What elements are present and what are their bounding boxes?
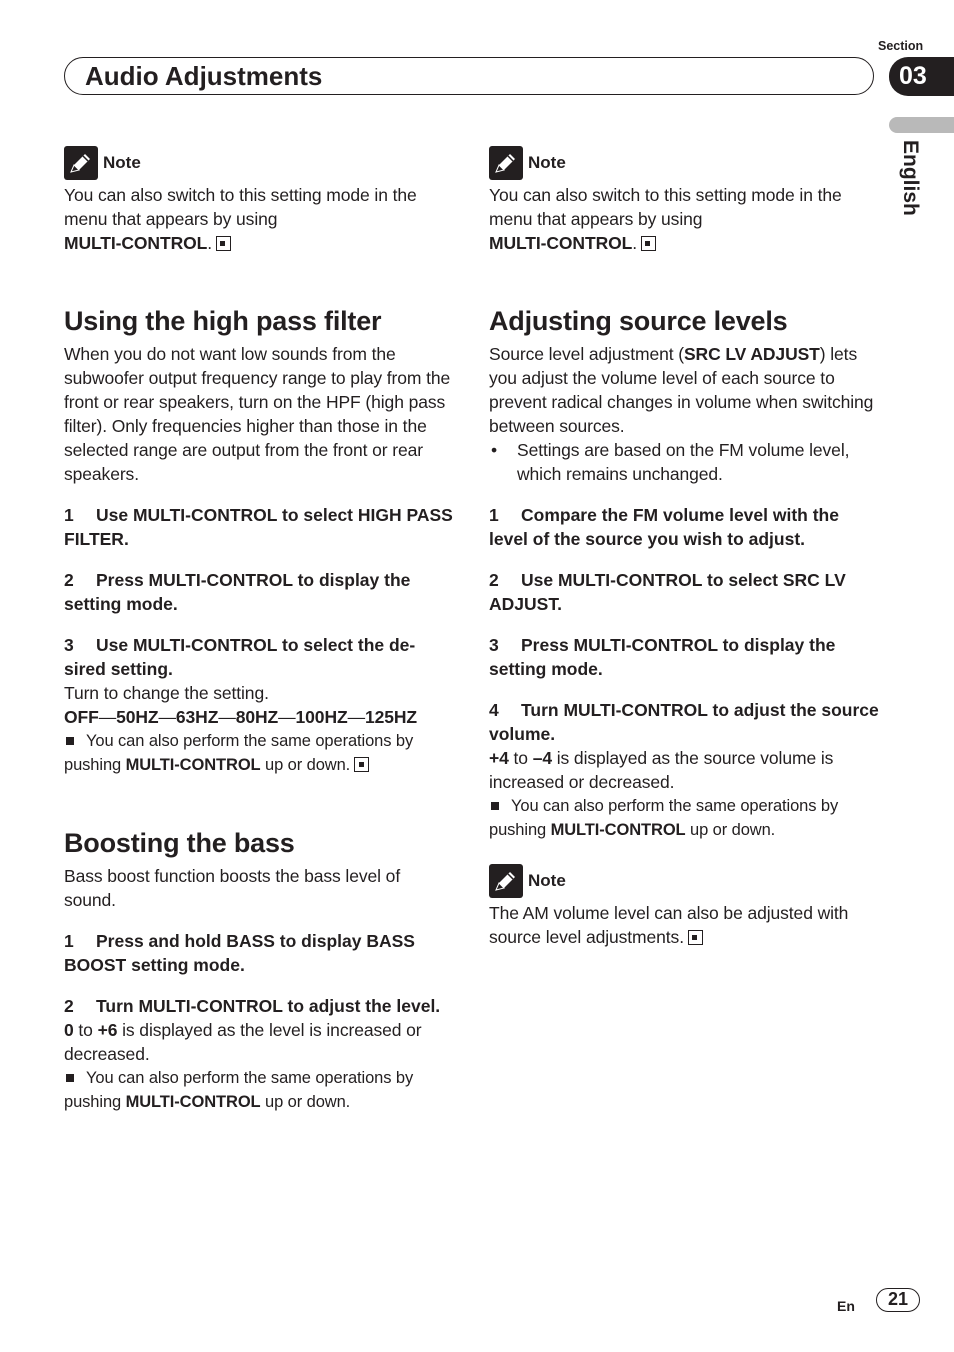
note-label: Note xyxy=(528,153,566,172)
src-intro: Source level adjustment (SRC LV ADJUST) lets you adjust the volume level of each source to prevent radical changes in volume when switching between sources. xyxy=(489,344,874,436)
tip-square-icon xyxy=(66,1074,74,1082)
hpf-option-separator: — xyxy=(218,707,236,727)
src-range-text: +4 to –4 is displayed as the source volume is increased or decreased. xyxy=(489,748,834,792)
note-text: You can also switch to this setting mode in the menu that appears by using MULTI-CONTROL. xyxy=(64,185,417,253)
src-tip: You can also perform the same operations by pushing MULTI-CONTROL up or down. xyxy=(489,797,839,839)
hpf-option-separator: — xyxy=(278,707,296,727)
note-text: You can also switch to this setting mode in the menu that appears by using MULTI-CONTROL. xyxy=(489,185,842,253)
section-heading-bass: Boosting the bass xyxy=(64,828,295,858)
section-label: Section xyxy=(878,39,924,53)
hpf-option: 100HZ xyxy=(295,707,348,727)
hpf-step-3: 3 Use MULTI-CONTROL to select the de-sired setting. xyxy=(64,635,416,679)
section-heading-hpf: Using the high pass filter xyxy=(64,306,382,336)
note-label: Note xyxy=(528,871,566,890)
tip-square-icon xyxy=(491,802,499,810)
end-mark-icon xyxy=(688,930,703,945)
src-bullet: • Settings are based on the FM volume level, which remains unchanged. xyxy=(491,440,850,484)
src-step-1: 1 Compare the FM volume level with the level of the source you wish to adjust. xyxy=(489,505,839,549)
right-column xyxy=(489,146,879,949)
hpf-option: 125HZ xyxy=(364,707,418,727)
hpf-options-list xyxy=(64,705,454,729)
language-label: English xyxy=(899,140,922,216)
page-number: 21 xyxy=(876,1288,920,1312)
hpf-option-separator: — xyxy=(98,707,117,727)
hpf-turn-text: Turn to change the setting. xyxy=(64,683,269,703)
src-step-2: 2 Use MULTI-CONTROL to select SRC LV ADJUST. xyxy=(489,570,846,614)
note-pencil-icon xyxy=(489,864,523,898)
tip-square-icon xyxy=(66,737,74,745)
note-heading xyxy=(64,146,454,180)
hpf-step-2: 2 Press MULTI-CONTROL to display the setting mode. xyxy=(64,570,411,614)
src-step-3: 3 Press MULTI-CONTROL to display the setting mode. xyxy=(489,635,836,679)
end-mark-icon xyxy=(354,757,369,772)
note-label: Note xyxy=(103,153,141,172)
note-text-am: The AM volume level can also be adjusted with source level adjustments. xyxy=(489,903,849,947)
hpf-option: 80HZ xyxy=(235,707,279,727)
bass-step-1: 1 Press and hold BASS to display BASS BOOST setting mode. xyxy=(64,931,415,975)
hpf-option: 63HZ xyxy=(175,707,219,727)
note-pencil-icon xyxy=(489,146,523,180)
page-title: Audio Adjustments xyxy=(85,61,323,91)
hpf-option: OFF xyxy=(64,707,99,727)
language-tab xyxy=(889,117,954,133)
bass-range-text: 0 to +6 is displayed as the level is increased or decreased. xyxy=(64,1020,422,1064)
note-heading xyxy=(489,146,879,180)
end-mark-icon xyxy=(641,236,656,251)
hpf-option: 50HZ xyxy=(116,707,159,727)
left-column xyxy=(64,146,454,1114)
end-mark-icon xyxy=(216,236,231,251)
bass-intro: Bass boost function boosts the bass level of sound. xyxy=(64,866,401,910)
note-pencil-icon xyxy=(64,146,98,180)
section-heading-source-levels: Adjusting source levels xyxy=(489,306,788,336)
hpf-tip: You can also perform the same operations by pushing MULTI-CONTROL up or down. xyxy=(64,732,414,774)
bullet-dot-icon: • xyxy=(491,440,498,460)
section-number-badge: 03 xyxy=(889,57,954,96)
src-step-4: 4 Turn MULTI-CONTROL to adjust the source volume. xyxy=(489,700,879,744)
hpf-step-1: 1 Use MULTI-CONTROL to select HIGH PASS FILTER. xyxy=(64,505,453,549)
hpf-intro: When you do not want low sounds from the subwoofer output frequency range to play from the front or rear speakers, turn on the HPF (high pass filter). Only frequencies higher than those in the selected range are output from the front or rear speakers. xyxy=(64,344,451,484)
hpf-option-separator: — xyxy=(158,707,176,727)
footer-language: En xyxy=(837,1298,855,1314)
bass-tip: You can also perform the same operations by pushing MULTI-CONTROL up or down. xyxy=(64,1069,414,1111)
bass-step-2: 2 Turn MULTI-CONTROL to adjust the level. xyxy=(64,996,441,1016)
hpf-option-separator: — xyxy=(347,707,365,727)
note-heading xyxy=(489,864,879,898)
